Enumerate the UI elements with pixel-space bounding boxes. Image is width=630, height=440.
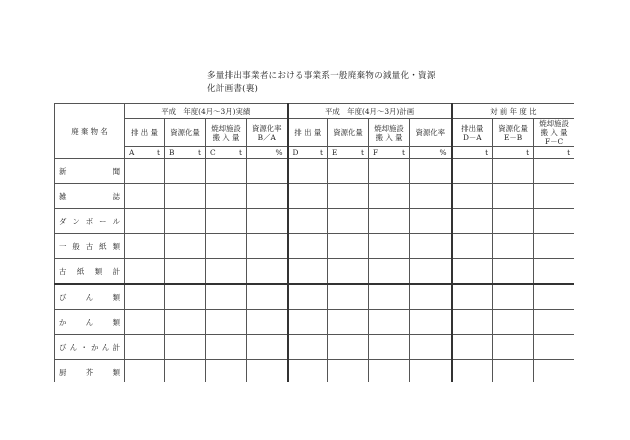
waste-name-char: 新 (59, 166, 67, 176)
column-header-label: 排出量 D－A (461, 123, 484, 142)
column-unit-symbol: t (239, 148, 242, 157)
entry-cell[interactable] (288, 184, 328, 209)
column-unit (369, 147, 410, 159)
entry-cell[interactable] (493, 335, 534, 360)
waste-name-char: 般 (72, 241, 80, 251)
column-unit-symbol: t (157, 148, 160, 157)
waste-name-char: ボ (85, 216, 94, 226)
waste-name-char: ん (69, 342, 78, 352)
entry-cell[interactable] (369, 360, 410, 383)
waste-name-cell (55, 159, 125, 184)
waste-name-char: ル (112, 216, 120, 226)
column-header-label: 焼却施設 搬 入 量 (211, 123, 241, 142)
entry-cell[interactable] (206, 259, 247, 285)
entry-cell[interactable] (125, 335, 165, 360)
entry-cell[interactable] (288, 335, 328, 360)
entry-cell[interactable] (534, 310, 574, 335)
table-row (55, 184, 575, 209)
entry-cell[interactable] (125, 234, 165, 259)
waste-name-header (55, 104, 125, 159)
entry-cell[interactable] (410, 284, 452, 310)
waste-name-char: 類 (112, 367, 120, 377)
entry-cell[interactable] (328, 284, 369, 310)
entry-cell[interactable] (247, 284, 288, 310)
entry-cell[interactable] (328, 184, 369, 209)
entry-cell[interactable] (534, 259, 574, 285)
waste-name-char: 類 (112, 241, 120, 251)
column-header (328, 119, 369, 147)
column-header-label: 排 出 量 (131, 128, 158, 137)
column-unit (493, 147, 534, 159)
entry-cell[interactable] (288, 310, 328, 335)
entry-cell[interactable] (452, 360, 493, 383)
waste-name-char: 類 (112, 317, 120, 327)
entry-cell[interactable] (165, 234, 206, 259)
entry-cell[interactable] (328, 209, 369, 234)
group-header-plan-label: 平成 年度(4月～3月)計画 (325, 106, 415, 116)
reduction-plan-table-frame (54, 103, 574, 382)
column-unit (288, 147, 328, 159)
column-unit (165, 147, 206, 159)
entry-cell[interactable] (206, 360, 247, 383)
waste-name-char: び (59, 292, 67, 302)
column-header (369, 119, 410, 147)
entry-cell[interactable] (328, 234, 369, 259)
title-line-2: 化計画書(裏) (207, 84, 259, 94)
entry-cell[interactable] (247, 259, 288, 285)
group-header-comparison (452, 104, 574, 119)
column-header (493, 119, 534, 147)
waste-name-char: 厨 (59, 367, 67, 377)
entry-cell[interactable] (534, 234, 574, 259)
waste-name-cell (55, 234, 125, 259)
waste-name-char: 類 (94, 266, 103, 276)
waste-name-char: ん (101, 342, 110, 352)
column-header (165, 119, 206, 147)
entry-cell[interactable] (452, 159, 493, 184)
entry-cell[interactable] (206, 284, 247, 310)
column-header-label: 資源化量 (170, 128, 200, 137)
column-unit (206, 147, 247, 159)
column-header-label: 排 出 量 (294, 128, 322, 137)
entry-cell[interactable] (369, 184, 410, 209)
waste-name-char: ダ (59, 216, 67, 226)
entry-cell[interactable] (125, 360, 165, 383)
entry-cell[interactable] (452, 259, 493, 285)
table-row (55, 209, 575, 234)
waste-name-char: ん (85, 292, 94, 302)
document-title (207, 70, 436, 96)
column-unit-symbol: % (439, 148, 447, 157)
column-unit-symbol: t (320, 148, 324, 157)
entry-cell[interactable] (206, 209, 247, 234)
waste-name-char: 雑 (59, 191, 67, 201)
column-unit-symbol: % (275, 148, 283, 157)
entry-cell[interactable] (410, 360, 452, 383)
column-unit-letter: F (373, 148, 379, 157)
entry-cell[interactable] (125, 284, 165, 310)
entry-cell[interactable] (452, 209, 493, 234)
column-unit-letter: C (210, 148, 216, 157)
waste-name-char: か (91, 342, 99, 352)
entry-cell[interactable] (534, 209, 574, 234)
waste-name-label (59, 166, 120, 177)
column-unit-symbol: t (526, 148, 530, 157)
column-unit (328, 147, 369, 159)
waste-name-char: 芥 (85, 367, 94, 377)
column-unit-symbol: t (361, 148, 365, 157)
column-header-label: 資源化率 (415, 128, 446, 137)
entry-cell[interactable] (328, 259, 369, 285)
waste-name-char: か (59, 317, 67, 327)
entry-cell[interactable] (410, 259, 452, 285)
waste-name-label (59, 191, 120, 202)
waste-name-char: 計 (112, 266, 120, 276)
entry-cell[interactable] (247, 335, 288, 360)
column-unit-symbol: t (402, 148, 406, 157)
column-unit (125, 147, 165, 159)
entry-cell[interactable] (452, 234, 493, 259)
column-header (206, 119, 247, 147)
entry-cell[interactable] (125, 159, 165, 184)
waste-name-cell (55, 184, 125, 209)
entry-cell[interactable] (493, 259, 534, 285)
table-row (55, 259, 575, 285)
column-unit (247, 147, 288, 159)
entry-cell[interactable] (125, 259, 165, 285)
entry-cell[interactable] (493, 159, 534, 184)
entry-cell[interactable] (534, 159, 574, 184)
entry-cell[interactable] (165, 159, 206, 184)
entry-cell[interactable] (165, 259, 206, 285)
column-header (288, 119, 328, 147)
entry-cell[interactable] (369, 209, 410, 234)
column-header-label: 焼却施設 搬 入 量 (374, 123, 404, 142)
entry-cell[interactable] (369, 234, 410, 259)
entry-cell[interactable] (125, 209, 165, 234)
waste-name-cell (55, 310, 125, 335)
entry-cell[interactable] (288, 209, 328, 234)
column-header (247, 119, 288, 147)
title-line-1: 多量排出事業者における事業系一般廃棄物の減量化・資源 (207, 71, 436, 81)
entry-cell[interactable] (369, 310, 410, 335)
entry-cell[interactable] (534, 284, 574, 310)
entry-cell[interactable] (369, 259, 410, 285)
column-unit (452, 147, 493, 159)
waste-name-char: ・ (80, 342, 88, 352)
entry-cell[interactable] (369, 284, 410, 310)
entry-cell[interactable] (165, 310, 206, 335)
entry-cell[interactable] (206, 335, 247, 360)
column-header-label: 資源化量 E－B (498, 123, 528, 142)
entry-cell[interactable] (328, 360, 369, 383)
entry-cell[interactable] (125, 310, 165, 335)
waste-name-header-label: 廃 棄 物 名 (71, 126, 108, 136)
entry-cell[interactable] (165, 335, 206, 360)
column-unit (410, 147, 452, 159)
column-header-label: 焼却施設 搬 入 量 F－C (539, 119, 569, 146)
table-row (55, 284, 575, 310)
waste-name-char: 古 (59, 266, 67, 276)
entry-cell[interactable] (410, 310, 452, 335)
column-unit (534, 147, 574, 159)
table-row (55, 159, 575, 184)
waste-name-cell (55, 335, 125, 360)
column-unit-symbol: t (198, 148, 201, 157)
entry-cell[interactable] (493, 209, 534, 234)
column-header-label: 資源化量 (333, 128, 363, 137)
entry-cell[interactable] (288, 360, 328, 383)
column-header (534, 119, 574, 147)
table-row (55, 360, 575, 383)
entry-cell[interactable] (165, 360, 206, 383)
entry-cell[interactable] (247, 209, 288, 234)
waste-name-label (59, 342, 120, 353)
entry-cell[interactable] (206, 310, 247, 335)
column-unit-letter: A (129, 148, 135, 157)
entry-cell[interactable] (206, 159, 247, 184)
waste-name-cell (55, 209, 125, 234)
entry-cell[interactable] (165, 209, 206, 234)
entry-cell[interactable] (452, 310, 493, 335)
waste-name-label (59, 266, 120, 277)
entry-cell[interactable] (493, 184, 534, 209)
group-header-actual-label: 平成 年度(4月～3月)実績 (161, 106, 251, 116)
entry-cell[interactable] (493, 284, 534, 310)
waste-name-char: 誌 (112, 191, 120, 201)
entry-cell[interactable] (410, 159, 452, 184)
waste-name-char: ん (85, 317, 94, 327)
entry-cell[interactable] (410, 184, 452, 209)
entry-cell[interactable] (493, 310, 534, 335)
entry-cell[interactable] (328, 310, 369, 335)
entry-cell[interactable] (288, 259, 328, 285)
entry-cell[interactable] (206, 184, 247, 209)
entry-cell[interactable] (493, 234, 534, 259)
entry-cell[interactable] (452, 184, 493, 209)
entry-cell[interactable] (247, 310, 288, 335)
entry-cell[interactable] (247, 360, 288, 383)
column-header (452, 119, 493, 147)
waste-name-char: 聞 (112, 166, 120, 176)
entry-cell[interactable] (534, 335, 574, 360)
entry-cell[interactable] (247, 159, 288, 184)
entry-cell[interactable] (165, 284, 206, 310)
column-unit-letter: D (292, 148, 299, 157)
group-header-plan (288, 104, 452, 119)
entry-cell[interactable] (493, 360, 534, 383)
group-header-comparison-label: 対 前 年 度 比 (490, 106, 537, 116)
entry-cell[interactable] (125, 184, 165, 209)
column-unit-letter: E (332, 148, 338, 157)
waste-name-label (59, 292, 120, 303)
waste-name-cell (55, 360, 125, 383)
waste-name-label (59, 317, 120, 328)
column-header-label: 資源化率 B／A (251, 123, 282, 142)
waste-name-char: び (59, 342, 67, 352)
entry-cell[interactable] (452, 284, 493, 310)
entry-cell[interactable] (534, 184, 574, 209)
waste-name-char: 古 (85, 241, 94, 251)
entry-cell[interactable] (328, 335, 369, 360)
waste-name-label (59, 241, 120, 252)
group-header-actual (125, 104, 288, 119)
entry-cell[interactable] (328, 159, 369, 184)
waste-name-char: 類 (112, 292, 120, 302)
entry-cell[interactable] (206, 234, 247, 259)
entry-cell[interactable] (369, 335, 410, 360)
waste-name-cell (55, 259, 125, 285)
waste-name-label (59, 367, 120, 378)
entry-cell[interactable] (369, 159, 410, 184)
entry-cell[interactable] (410, 234, 452, 259)
column-unit-symbol: t (567, 148, 571, 157)
table-row (55, 234, 575, 259)
column-unit-symbol: t (485, 148, 489, 157)
reduction-plan-table (54, 103, 574, 382)
column-header (125, 119, 165, 147)
waste-name-char: 一 (59, 241, 67, 251)
entry-cell[interactable] (288, 234, 328, 259)
waste-name-char: ー (99, 216, 107, 226)
entry-cell[interactable] (247, 234, 288, 259)
column-unit-letter: B (169, 148, 175, 157)
entry-cell[interactable] (288, 159, 328, 184)
entry-cell[interactable] (165, 184, 206, 209)
waste-name-cell (55, 284, 125, 310)
entry-cell[interactable] (247, 184, 288, 209)
entry-cell[interactable] (452, 335, 493, 360)
entry-cell[interactable] (288, 284, 328, 310)
column-header (410, 119, 452, 147)
entry-cell[interactable] (534, 360, 574, 383)
entry-cell[interactable] (410, 209, 452, 234)
table-row (55, 310, 575, 335)
entry-cell[interactable] (410, 335, 452, 360)
waste-name-char: 紙 (76, 266, 85, 276)
waste-name-label (59, 216, 120, 227)
table-row (55, 335, 575, 360)
waste-name-char: 計 (112, 342, 120, 352)
waste-name-char: 紙 (99, 241, 107, 251)
waste-name-char: ン (72, 216, 80, 226)
